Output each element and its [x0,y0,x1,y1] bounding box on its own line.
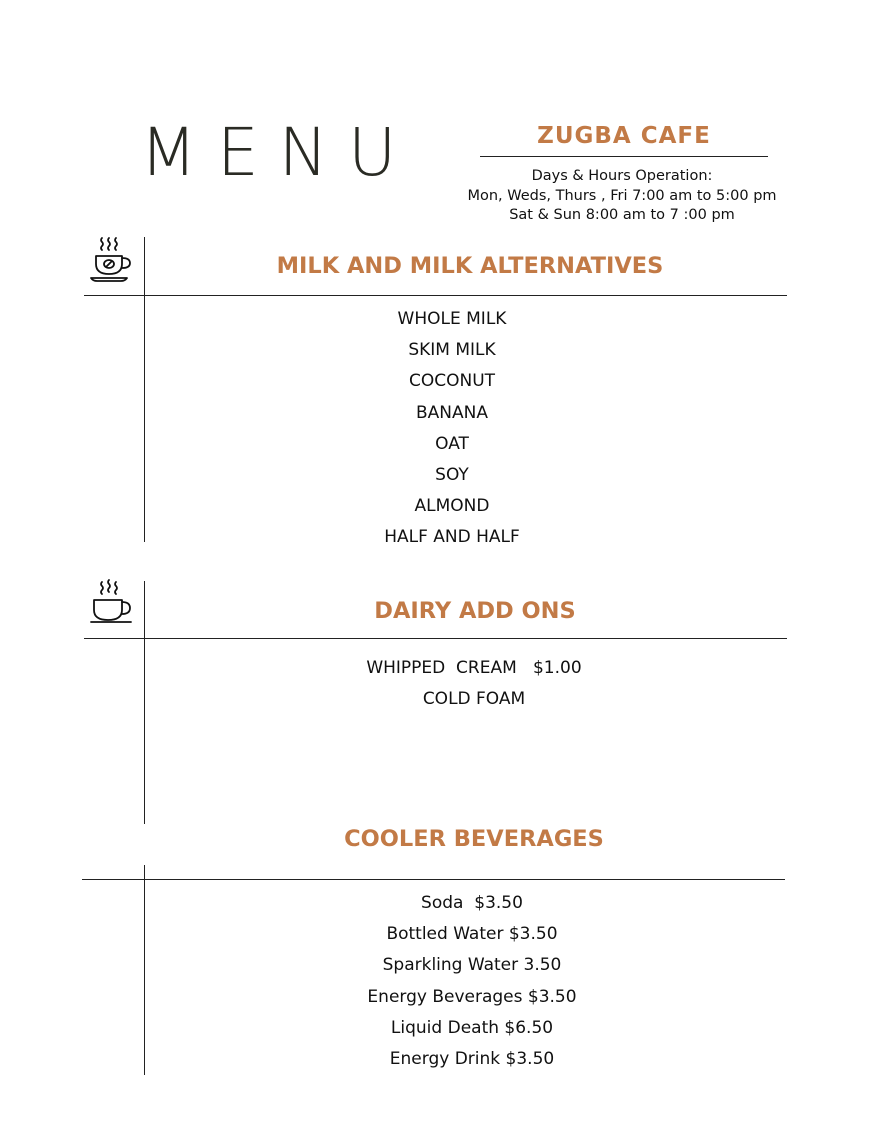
hours-label: Days & Hours Operation: [531,168,713,184]
cooler-item: Bottled Water $3.50 [386,924,558,945]
milk-item: SOY [435,465,469,486]
cooler-item: Soda $3.50 [421,893,523,913]
milk-item: SKIM MILK [408,340,496,361]
dairy-item: WHIPPED CREAM $1.00 [366,658,582,678]
cafe-name-divider [480,156,768,157]
milk-item: WHOLE MILK [397,309,507,329]
cooler-section-divider [82,879,785,880]
milk-section-heading: MILK AND MILK ALTERNATIVES [276,253,664,279]
milk-section-divider [84,295,787,296]
milk-section-vertical-rule [144,237,145,542]
steaming-cup-icon [88,578,134,626]
dairy-section-heading: DAIRY ADD ONS [374,598,576,624]
hours-block [440,167,804,226]
cafe-name: ZUGBA CAFE [537,123,711,149]
hours-weekend: Sat & Sun 8:00 am to 7 :00 pm [509,207,735,223]
milk-item: ALMOND [414,496,490,517]
cooler-item: Sparkling Water 3.50 [382,955,562,976]
milk-list [302,304,602,554]
cooler-item: Energy Drink $3.50 [389,1049,555,1070]
milk-item: OAT [435,433,469,454]
menu-title: MENU [140,114,417,191]
dairy-list [324,653,624,715]
cooler-item: Energy Beverages $3.50 [367,986,577,1007]
hours-weekday: Mon, Weds, Thurs , Fri 7:00 am to 5:00 pm [467,187,777,204]
cooler-list [322,888,622,1075]
dairy-section-divider [84,638,787,639]
cooler-section-vertical-rule [144,865,145,1075]
milk-item: HALF AND HALF [384,527,520,548]
milk-item: COCONUT [408,371,496,392]
dairy-item: COLD FOAM [422,689,526,710]
dairy-section-vertical-rule [144,581,145,824]
cooler-section-heading: COOLER BEVERAGES [344,826,604,852]
cooler-item: Liquid Death $6.50 [390,1017,554,1038]
milk-item: BANANA [416,402,488,423]
coffee-bean-cup-icon [88,234,134,284]
